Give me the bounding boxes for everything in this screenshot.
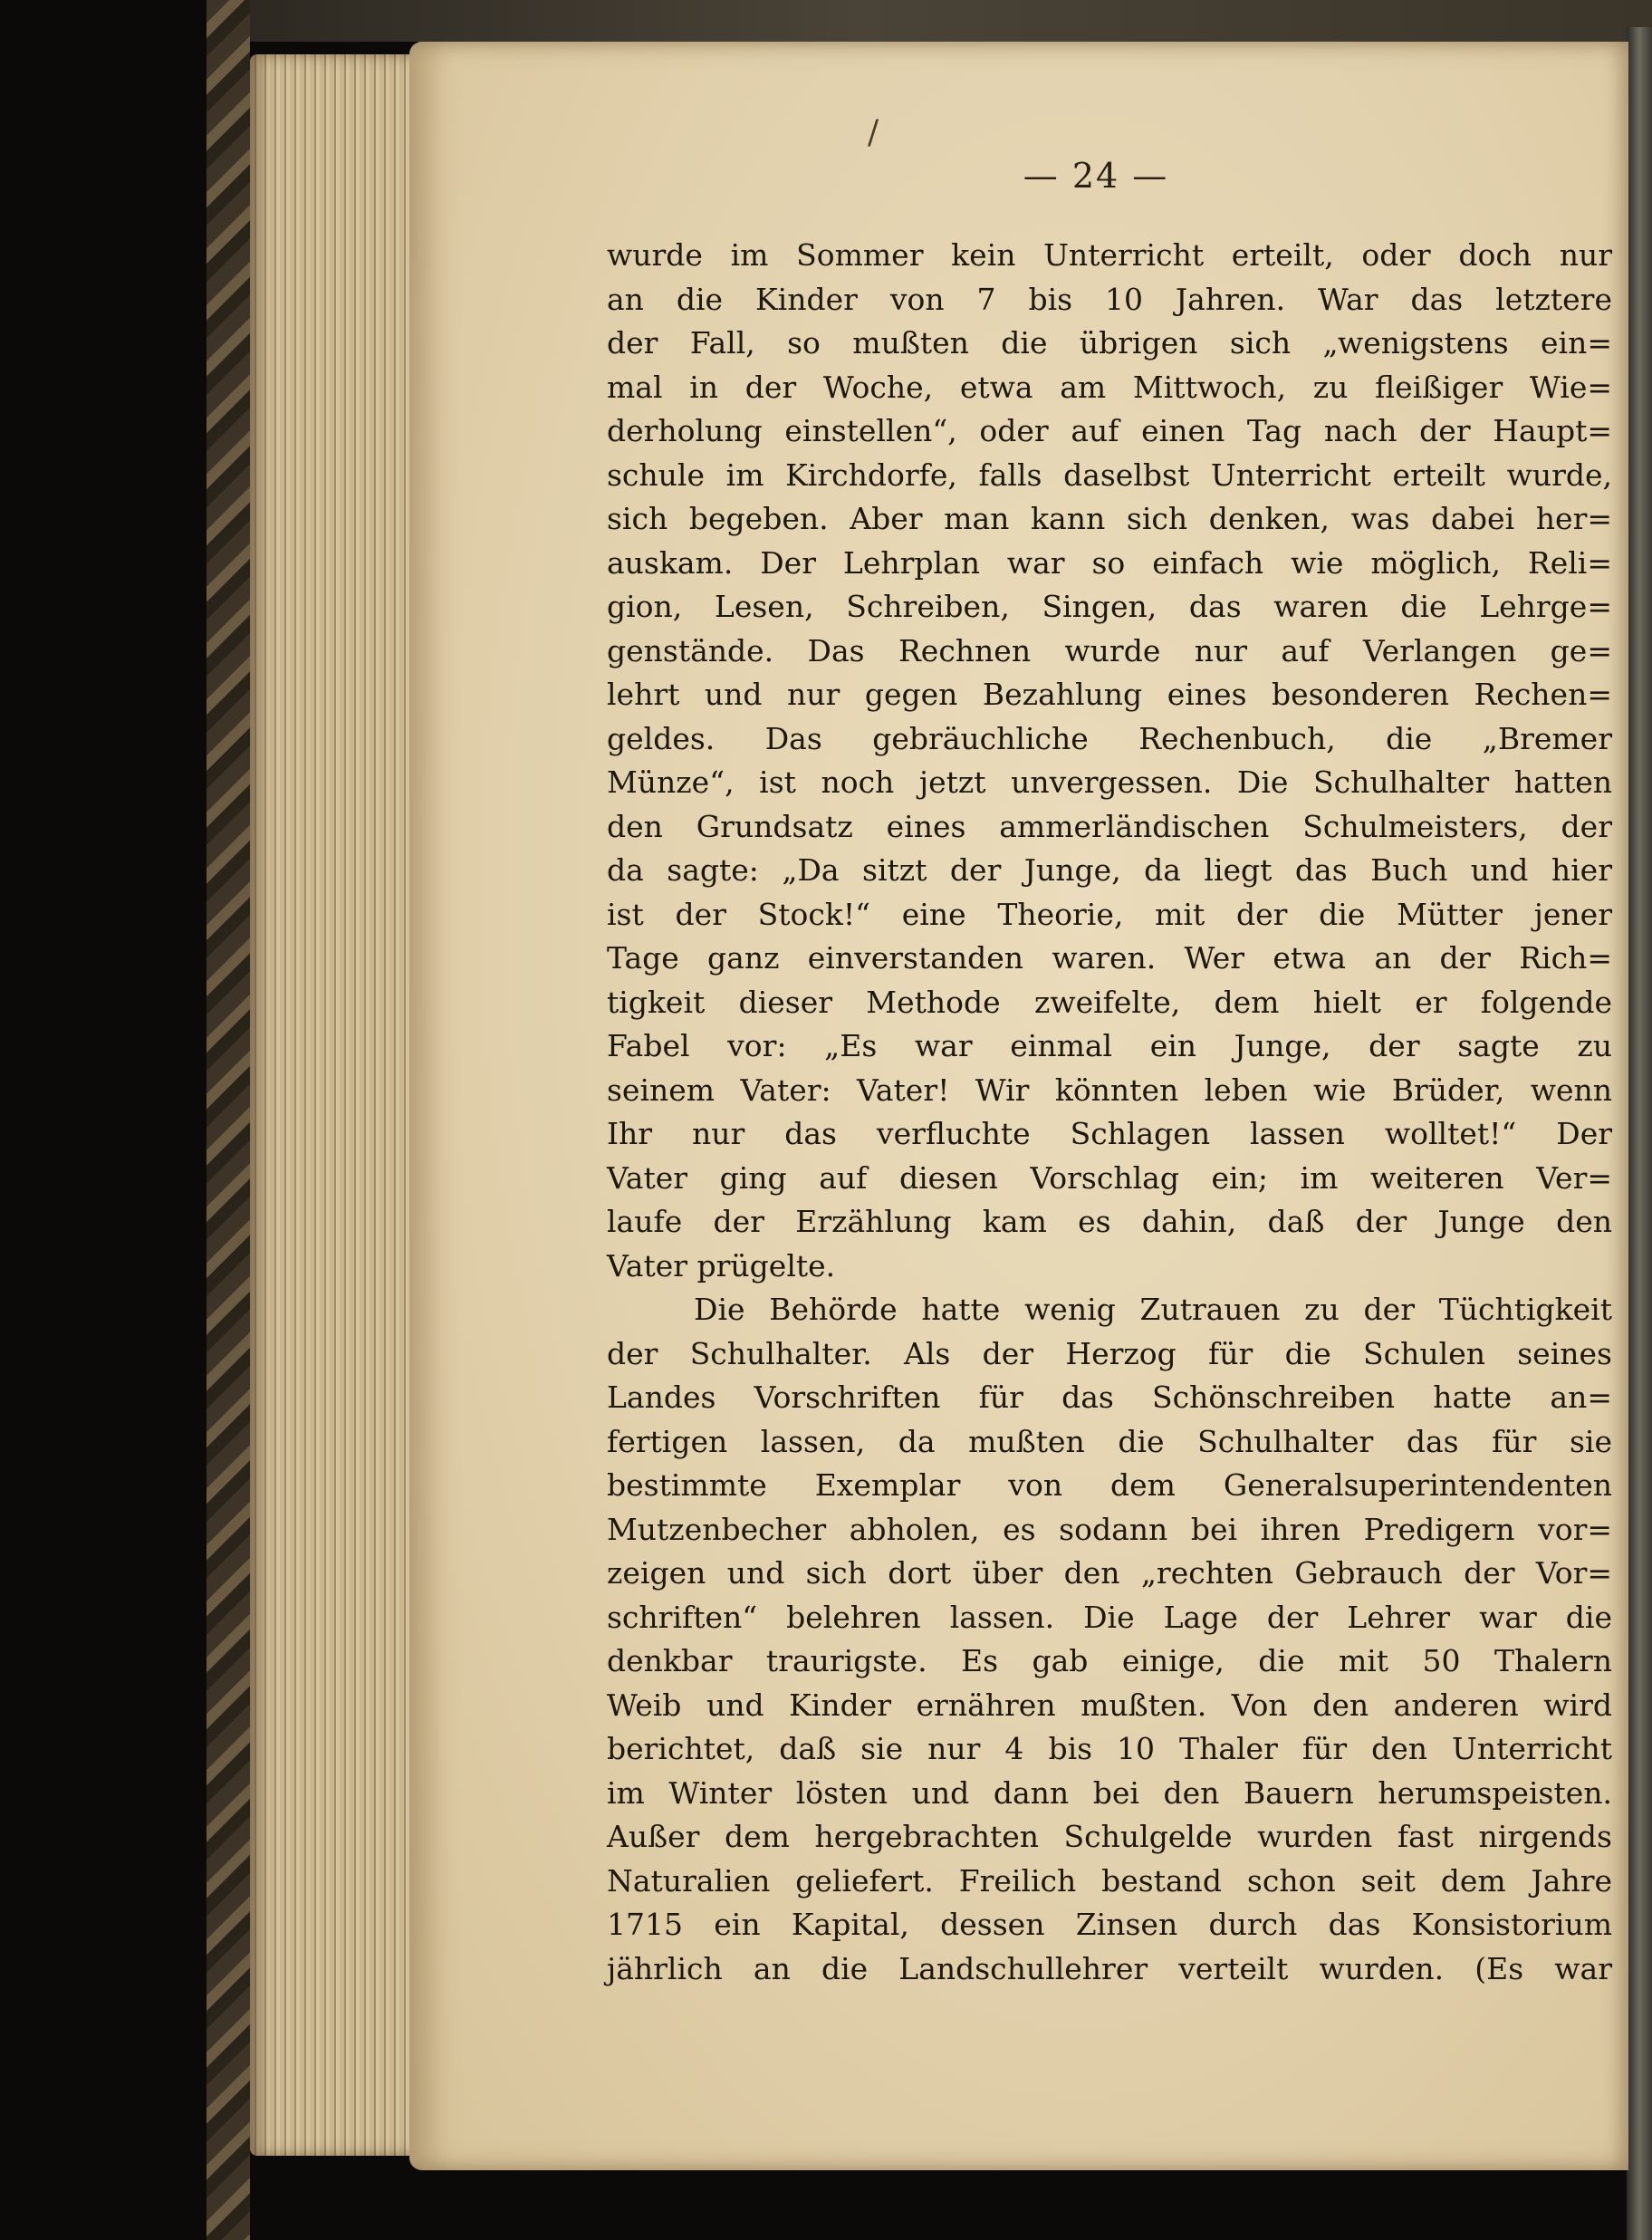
text-line: fertigen lassen, da mußten die Schulhalter das für sie (607, 1423, 1612, 1459)
text-line: im Winter lösten und dann bei den Bauern herumspeisten. (607, 1774, 1612, 1811)
pencil-mark: / (868, 114, 879, 151)
book-cover-right (1627, 27, 1652, 2240)
text-line: tigkeit dieser Methode zweifelte, dem hielt er folgende (607, 984, 1612, 1020)
text-line: jährlich an die Landschullehrer verteilt wurden. (Es war (607, 1950, 1612, 1986)
text-line: Ihr nur das verfluchte Schlagen lassen wolltet!“ Der (607, 1116, 1612, 1151)
text-line: ist der Stock!“ eine Theorie, mit der die Mütter jener (607, 896, 1612, 932)
text-line: zeigen und sich dort über den „rechten Gebrauch der Vor= (607, 1555, 1612, 1591)
text-line: schriften“ belehren lassen. Die Lage der Lehrer war die (607, 1599, 1612, 1635)
paragraph-start-line: Die Behörde hatte wenig Zutrauen zu der Tüchtigkeit (694, 1292, 1612, 1327)
text-line: Tage ganz einverstanden waren. Wer etwa an der Rich= (607, 940, 1612, 976)
text-line: den Grundsatz eines ammerländischen Schulmeisters, der (607, 808, 1612, 844)
book-cover-left (206, 0, 250, 2240)
text-line: schule im Kirchdorfe, falls daselbst Unterricht erteilt wurde, (607, 457, 1612, 493)
text-line: mal in der Woche, etwa am Mittwoch, zu fleißiger Wie= (607, 369, 1612, 405)
text-line: Landes Vorschriften für das Schönschreiben hatte an= (607, 1380, 1612, 1415)
text-line: gion, Lesen, Schreiben, Singen, das waren die Lehrge= (607, 589, 1612, 624)
text-line: der Fall, so mußten die übrigen sich „wenigstens ein= (607, 325, 1612, 361)
text-line: lehrt und nur gegen Bezahlung eines besonderen Rechen= (607, 677, 1612, 712)
text-line: derholung einstellen“, oder auf einen Tag nach der Haupt= (607, 413, 1612, 448)
text-line: genstände. Das Rechnen wurde nur auf Verlangen ge= (607, 632, 1612, 668)
body-text (607, 234, 1612, 1991)
text-line: auskam. Der Lehrplan war so einfach wie möglich, Reli= (607, 544, 1612, 581)
text-line: Fabel vor: „Es war einmal ein Junge, der sagte zu (607, 1028, 1612, 1063)
text-line: Außer dem hergebrachten Schulgelde wurden fast nirgends (607, 1819, 1612, 1854)
text-line: sich begeben. Aber man kann sich denken, was dabei her= (607, 501, 1612, 536)
text-line: seinem Vater: Vater! Wir könnten leben wie Brüder, wenn (607, 1072, 1612, 1108)
text-line: bestimmte Exemplar von dem Generalsuperintendenten (607, 1467, 1612, 1503)
text-line: da sagte: „Da sitzt der Junge, da liegt das Buch und hier (607, 852, 1612, 888)
text-line: Münze“, ist noch jetzt unvergessen. Die Schulhalter hatten (607, 764, 1612, 800)
text-line: Mutzenbecher abholen, es sodann bei ihren Predigern vor= (607, 1511, 1612, 1547)
text-line: laufe der Erzählung kam es dahin, daß der Junge den (607, 1204, 1612, 1239)
text-line: wurde im Sommer kein Unterricht erteilt, oder doch nur (607, 237, 1612, 273)
text-line: an die Kinder von 7 bis 10 Jahren. War das letztere (607, 281, 1612, 317)
text-line: geldes. Das gebräuchliche Rechenbuch, die „Bremer (607, 720, 1612, 756)
page-edges (250, 54, 413, 2156)
text-line: Vater ging auf diesen Vorschlag ein; im weiteren Ver= (607, 1159, 1612, 1196)
page-number: — 24 — (1023, 156, 1169, 196)
text-line: Vater prügelte. (607, 1247, 836, 1283)
text-line: der Schulhalter. Als der Herzog für die Schulen seines (607, 1335, 1612, 1371)
text-line: Weib und Kinder ernähren mußten. Von den anderen wird (607, 1687, 1612, 1723)
text-line: denkbar traurigste. Es gab einige, die mit 50 Thalern (607, 1643, 1612, 1678)
text-line: 1715 ein Kapital, dessen Zinsen durch das Konsistorium (607, 1907, 1612, 1942)
text-line: Naturalien geliefert. Freilich bestand schon seit dem Jahre (607, 1862, 1612, 1899)
text-line: berichtet, daß sie nur 4 bis 10 Thaler für den Unterricht (607, 1731, 1612, 1766)
book-cover-top (206, 0, 1652, 42)
